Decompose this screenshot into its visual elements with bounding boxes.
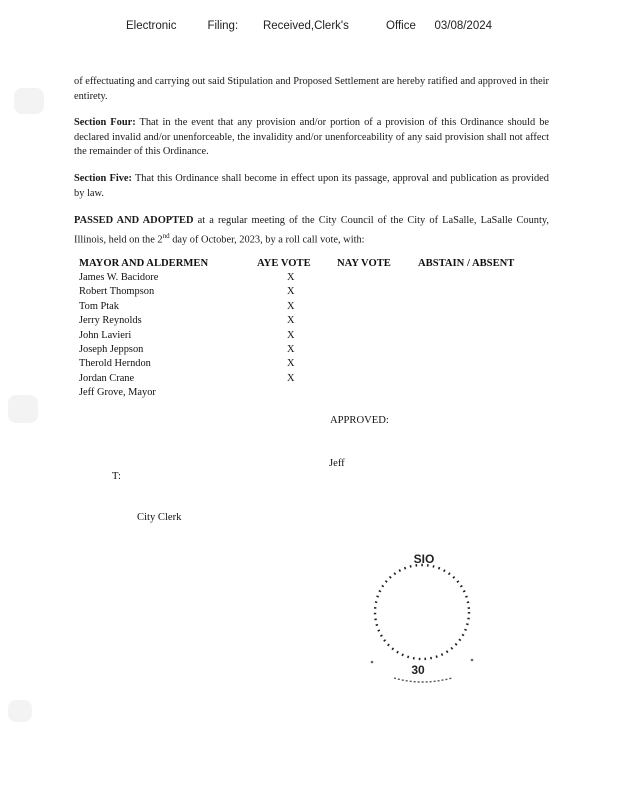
- scan-artifact: [14, 88, 44, 114]
- attest-label: T:: [112, 471, 121, 482]
- signature-name: Jeff: [329, 458, 345, 469]
- seal-speck: [471, 659, 474, 662]
- scan-artifact: [8, 395, 38, 423]
- filing-header: [0, 20, 618, 32]
- aye-mark: X: [287, 372, 295, 384]
- member-name: Joseph Jeppson: [79, 343, 144, 355]
- member-name: Jordan Crane: [79, 372, 135, 384]
- header-electronic: Electronic: [125, 20, 177, 32]
- header-aye-vote: AYE VOTE: [257, 258, 311, 269]
- header-abstain-absent: ABSTAIN / ABSENT: [418, 258, 515, 269]
- aye-mark: X: [287, 329, 295, 341]
- header-filing: Filing:: [207, 20, 239, 32]
- header-received: Received,Clerk's: [262, 20, 349, 32]
- seal-bottom-arc: [394, 678, 452, 682]
- member-name: John Lavieri: [79, 329, 132, 341]
- section-five-label: Section Five:: [74, 173, 132, 184]
- header-nay-vote: NAY VOTE: [337, 258, 391, 269]
- paragraph-section-five: [74, 172, 549, 201]
- section-four-text: That in the event that any provision and/or portion of a provision of this Ordinance should be declared invalid and/or unenforceable, the invalidity and/or unenforceability of any said provision shall not affect the remainder of this Ordinance.: [74, 117, 549, 157]
- passed-adopted-sup: nd: [162, 231, 170, 240]
- seal-top-text: SIO: [413, 552, 435, 566]
- aye-mark: X: [287, 300, 295, 312]
- seal-speck: [371, 661, 374, 664]
- header-office: Office: [386, 20, 416, 32]
- city-seal-stamp: [360, 548, 490, 688]
- seal-dotted-ring: [375, 565, 469, 659]
- section-five-text: That this Ordinance shall become in effect upon its passage, approval and publication as provided by law.: [74, 173, 549, 199]
- paragraph-section-four: [74, 116, 549, 160]
- member-name: Robert Thompson: [79, 286, 155, 298]
- member-name: Jeff Grove, Mayor: [79, 387, 156, 399]
- seal-bottom-text: 30: [411, 663, 425, 677]
- paragraph-ratification: [74, 75, 549, 104]
- aye-mark: X: [287, 286, 295, 298]
- scan-artifact: [8, 700, 32, 722]
- member-name: James W. Bacidore: [79, 272, 159, 283]
- member-name: Tom Ptak: [79, 300, 119, 312]
- section-four-label: Section Four:: [74, 117, 136, 128]
- aye-mark: X: [287, 343, 295, 355]
- header-mayor-aldermen: MAYOR AND ALDERMEN: [79, 258, 209, 269]
- paragraph-passed-adopted: [74, 214, 549, 247]
- aye-mark: X: [287, 315, 295, 327]
- member-name: Therold Herndon: [79, 358, 151, 370]
- city-clerk-label: City Clerk: [137, 512, 182, 523]
- approved-label: APPROVED:: [330, 415, 389, 426]
- passed-adopted-text-b: day of October, 2023, by a roll call vote, with:: [169, 233, 365, 245]
- paragraph-ratification-text: of effectuating and carrying out said Stipulation and Proposed Settlement are hereby ratified and approved in their entirety.: [74, 76, 549, 102]
- header-date: 03/08/2024: [434, 20, 493, 32]
- aye-mark: X: [287, 358, 295, 370]
- passed-adopted-label: PASSED AND ADOPTED: [74, 215, 194, 226]
- aye-mark: X: [287, 272, 295, 283]
- passed-adopted-text-a: at a regular meeting of the City Council of the City of LaSalle, LaSalle County, Illinois, held on the 2: [74, 215, 549, 245]
- member-name: Jerry Reynolds: [79, 315, 142, 327]
